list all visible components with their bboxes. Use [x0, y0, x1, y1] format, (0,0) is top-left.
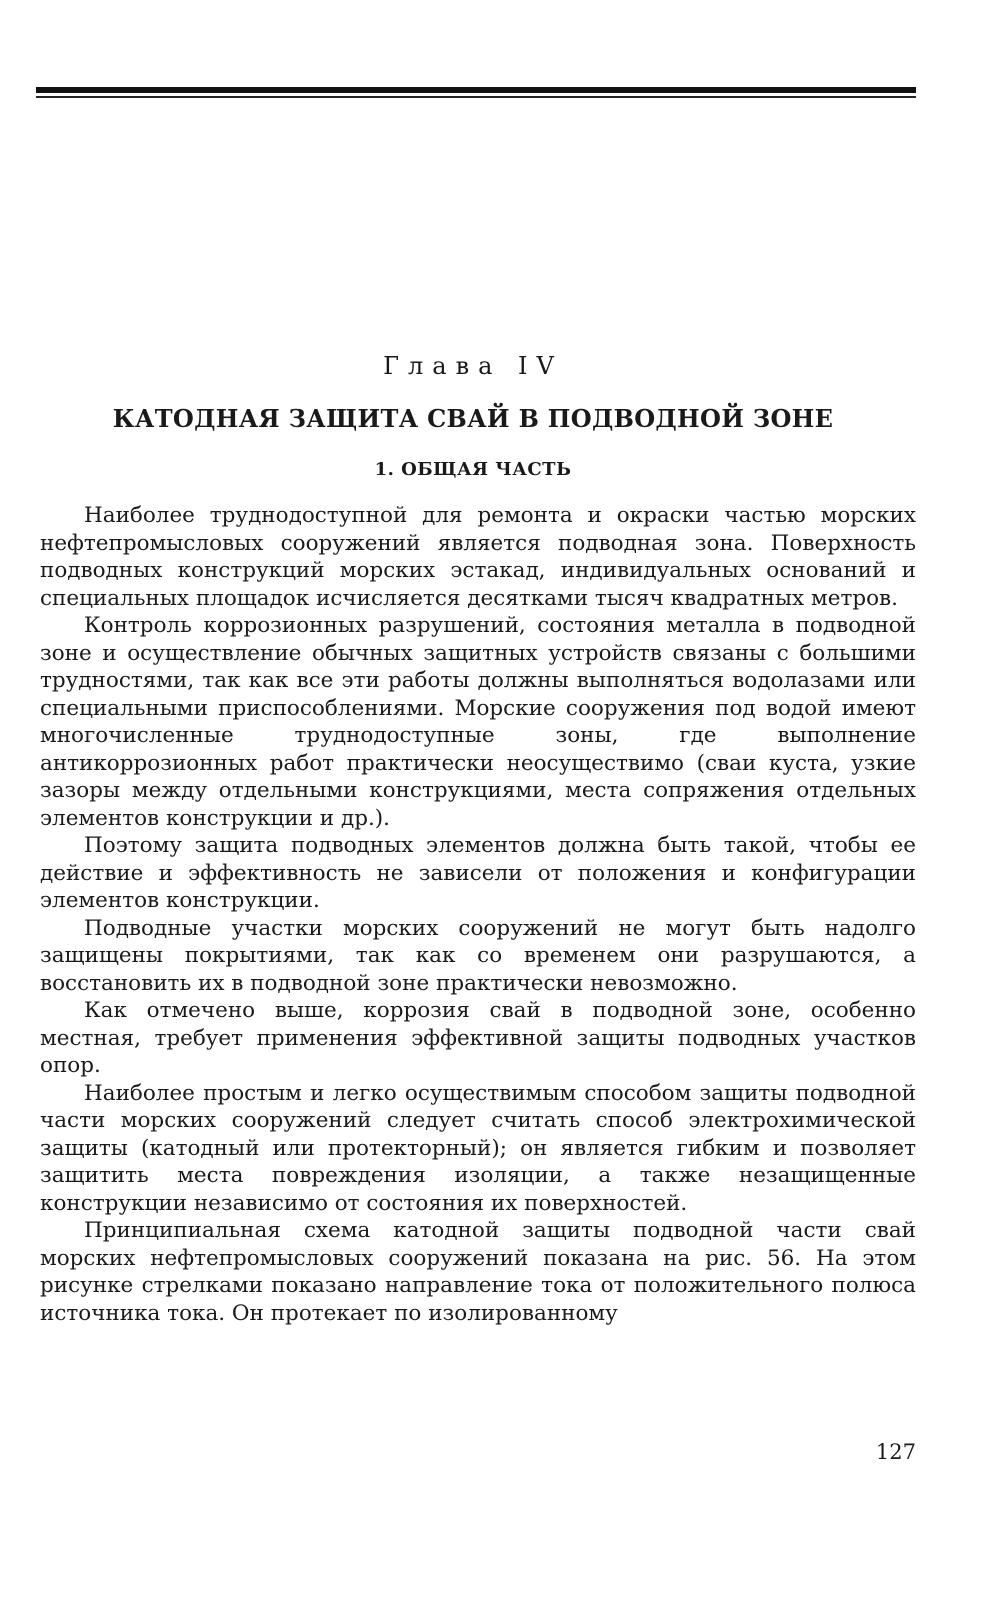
body-text	[40, 502, 916, 1327]
paragraph: Как отмечено выше, коррозия свай в подводной зоне, особенно местная, требует применения эффективной защиты подводных участков опор.	[40, 998, 916, 1078]
chapter-label: Глава IV	[383, 352, 563, 380]
header-rule-thin	[36, 96, 916, 98]
paragraph: Принципиальная схема катодной защиты подводной части свай морских нефтепромысловых сооружений показана на рис. 56. На этом рисунке стрелками показано направление тока от положительного полюса источника тока. Он протекает по изолированному	[40, 1218, 916, 1326]
section-title: 1. ОБЩАЯ ЧАСТЬ	[374, 459, 572, 480]
paragraph: Контроль коррозионных разрушений, состояния металла в подводной зоне и осуществление обычных защитных устройств связаны с большими трудностями, так как все эти работы должны выполняться водолазами или специальными приспособлениями. Морские сооружения под водой имеют многочисленные труднодоступные зоны, где выполнение антикоррозионных работ практически неосуществимо (сваи куста, узкие зазоры между отдельными конструкциями, места сопряжения отдельных элементов конструкции и др.).	[40, 613, 916, 831]
paragraph: Наиболее простым и легко осуществимым способом защиты подводной части морских сооружений следует считать способ электрохимической защиты (катодный или протекторный); он является гибким и позволяет защитить места повреждения изоляции, а также незащищенные конструкции независимо от состояния их поверхностей.	[40, 1080, 916, 1216]
paragraph: Подводные участки морских сооружений не могут быть надолго защищены покрытиями, так как со временем они разрушаются, а восстановить их в подводной зоне практически невозможно.	[40, 915, 916, 996]
chapter-title: КАТОДНАЯ ЗАЩИТА СВАЙ В ПОДВОДНОЙ ЗОНЕ	[112, 404, 834, 433]
header-rule-thick	[36, 87, 916, 93]
paragraph: Наиболее труднодоступной для ремонта и окраски частью морских нефтепромысловых сооружений является подводная зона. Поверхность подводных конструкций морских эстакад, индивидуальных оснований и специальных площадок исчисляется десятками тысяч квадратных метров.	[40, 503, 916, 611]
paragraph: Поэтому защита подводных элементов должна быть такой, чтобы ее действие и эффективность не зависели от положения и конфигурации элементов конструкции.	[40, 833, 916, 913]
page-number: 127	[875, 1440, 916, 1464]
